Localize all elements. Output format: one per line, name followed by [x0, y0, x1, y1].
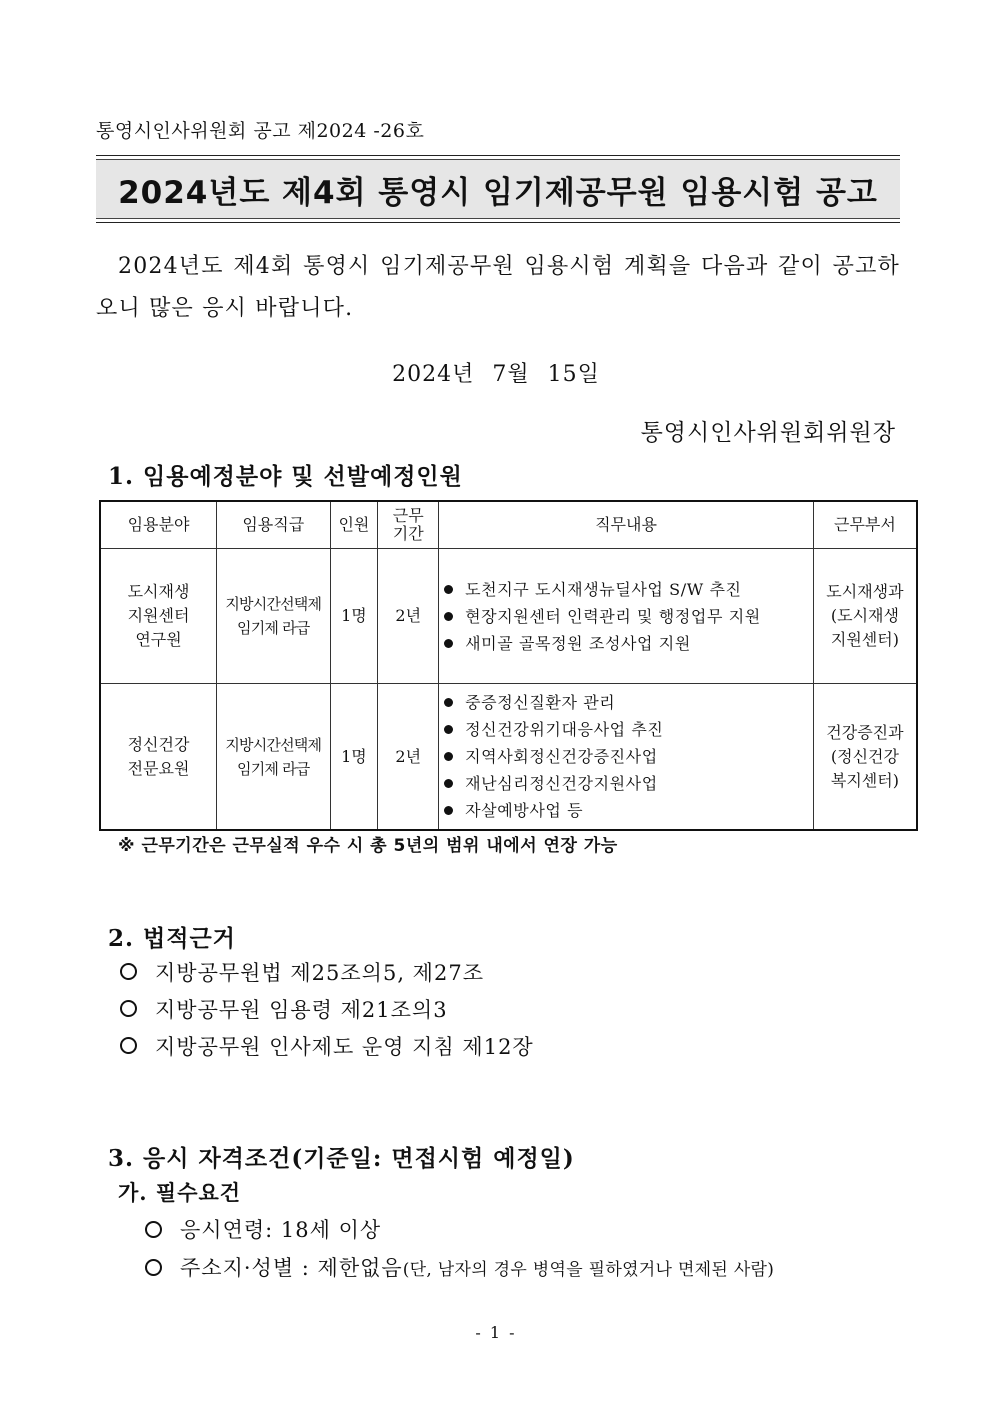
legal-basis-list — [118, 953, 534, 1064]
duty-item: 새미골 골목정원 조성사업 지원 — [441, 630, 813, 657]
cell-rank: 지방시간선택제 임기제 라급 — [217, 684, 331, 831]
table-row — [100, 549, 917, 684]
duty-item: 재난심리정신건강지원사업 — [441, 770, 813, 797]
table-header-row — [100, 501, 917, 549]
circle-bullet-icon — [120, 1037, 137, 1054]
list-item: 응시연령: 18세 이상 — [143, 1210, 774, 1248]
col-header-duties: 직무내용 — [439, 501, 814, 549]
cell-field: 정신건강 전문요원 — [100, 684, 217, 831]
intro-paragraph: 2024년도 제4회 통영시 임기제공무원 임용시험 계획을 다음과 같이 공고하오니 많은 응시 바랍니다. — [96, 254, 900, 321]
table-row — [100, 684, 917, 831]
cell-rank: 지방시간선택제 임기제 라급 — [217, 549, 331, 684]
page-title: 2024년도 제4회 통영시 임기제공무원 임용시험 공고 — [118, 174, 878, 211]
section2-heading: 2. 법적근거 — [108, 925, 236, 952]
requirements-list — [143, 1210, 774, 1286]
cell-period: 2년 — [378, 684, 439, 831]
signer: 통영시인사위원회위원장 — [640, 420, 896, 446]
section1-heading: 1. 임용예정분야 및 선발예정인원 — [108, 463, 463, 490]
circle-bullet-icon — [120, 963, 137, 980]
list-item: 주소지·성별 : 제한없음 (단, 남자의 경우 병역을 필하였거나 면제된 사람) — [143, 1248, 774, 1286]
bullet-icon — [444, 585, 453, 594]
section3-heading: 3. 응시 자격조건(기준일: 면접시험 예정일) — [108, 1145, 575, 1172]
bullet-icon — [444, 725, 453, 734]
duty-item: 중증정신질환자 관리 — [441, 689, 813, 716]
duty-item: 도천지구 도시재생뉴딜사업 S/W 추진 — [441, 576, 813, 603]
section3-subheading: 가. 필수요건 — [118, 1180, 242, 1205]
cell-duties — [439, 684, 814, 831]
duty-item: 현장지원센터 인력관리 및 행정업무 지원 — [441, 603, 813, 630]
cell-field: 도시재생 지원센터 연구원 — [100, 549, 217, 684]
bullet-icon — [444, 752, 453, 761]
recruitment-table — [99, 500, 918, 831]
col-header-dept: 근무부서 — [813, 501, 917, 549]
notice-number: 통영시인사위원회 공고 제2024 -26호 — [96, 120, 425, 142]
cell-period: 2년 — [378, 549, 439, 684]
list-item: 지방공무원법 제25조의5, 제27조 — [118, 953, 534, 990]
cell-dept: 도시재생과 (도시재생 지원센터) — [813, 549, 917, 684]
col-header-rank: 임용직급 — [217, 501, 331, 549]
list-item: 지방공무원 임용령 제21조의3 — [118, 990, 534, 1027]
bullet-icon — [444, 806, 453, 815]
bullet-icon — [444, 698, 453, 707]
title-box — [96, 155, 900, 223]
cell-dept: 건강증진과 (정신건강 복지센터) — [813, 684, 917, 831]
duty-item: 자살예방사업 등 — [441, 797, 813, 824]
table-footnote: ※ 근무기간은 근무실적 우수 시 총 5년의 범위 내에서 연장 가능 — [118, 836, 618, 856]
circle-bullet-icon — [145, 1259, 162, 1276]
col-header-count: 인원 — [330, 501, 378, 549]
list-item: 지방공무원 인사제도 운영 지침 제12장 — [118, 1027, 534, 1064]
duty-item: 정신건강위기대응사업 추진 — [441, 716, 813, 743]
circle-bullet-icon — [145, 1221, 162, 1238]
cell-count: 1명 — [330, 549, 378, 684]
bullet-icon — [444, 612, 453, 621]
col-header-field: 임용분야 — [100, 501, 217, 549]
cell-duties — [439, 549, 814, 684]
title-banner — [96, 159, 900, 219]
circle-bullet-icon — [120, 1000, 137, 1017]
requirement-note: (단, 남자의 경우 병역을 필하였거나 면제된 사람) — [402, 1259, 775, 1280]
col-header-period: 근무 기간 — [378, 501, 439, 549]
page-number: - 1 - — [475, 1323, 517, 1342]
duty-item: 지역사회정신건강증진사업 — [441, 743, 813, 770]
bullet-icon — [444, 639, 453, 648]
notice-date: 2024년 7월 15일 — [392, 362, 600, 387]
cell-count: 1명 — [330, 684, 378, 831]
bullet-icon — [444, 779, 453, 788]
